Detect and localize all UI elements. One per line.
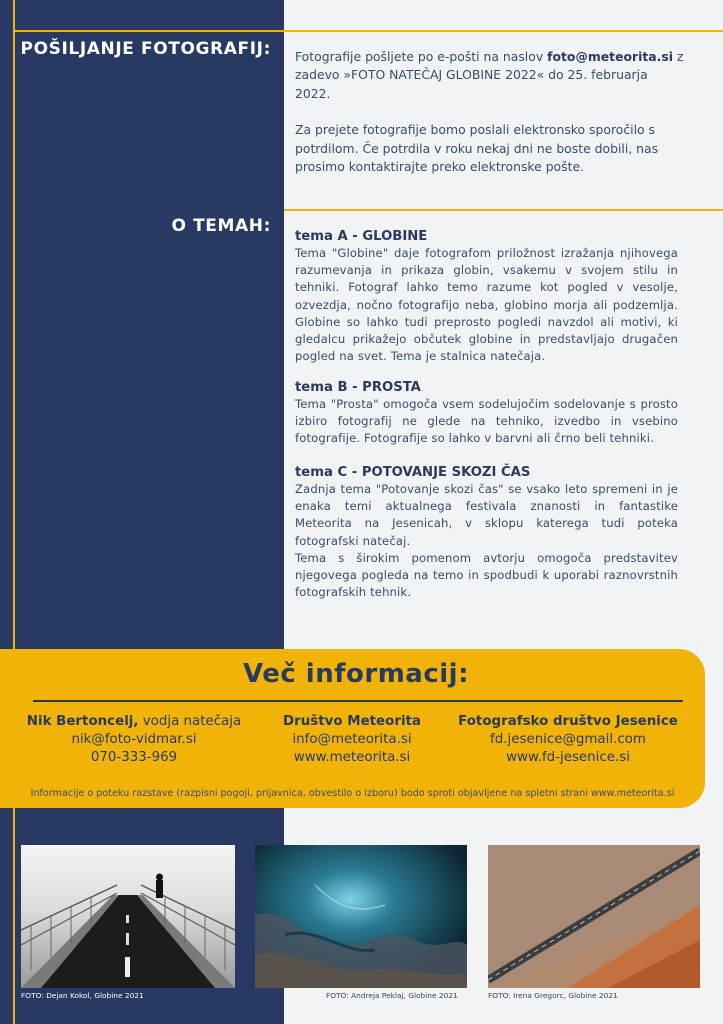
contact-fd-jesenice	[452, 713, 684, 767]
photo-underwater-caption: FOTO: Andreja Peklaj, Globine 2021	[326, 991, 458, 1000]
contact-organizer-name: Nik Bertoncelj,	[26, 714, 139, 729]
photo-desert-road	[488, 845, 700, 988]
photo-underwater-image	[255, 845, 467, 988]
submission-paragraph-1	[295, 48, 685, 103]
theme-a-title: tema A - GLOBINE	[295, 229, 428, 244]
more-info-panel	[0, 649, 705, 808]
theme-b-body: Tema "Prosta" omogoča vsem sodelujočim sodelovanje s prosto izbiro fotografij ne glede na tehniko, izvedbo in vsebino fotografije. Fotografije so lahko v barvni ali črno beli tehniki.	[295, 397, 678, 446]
contact-organizer-phone: 070-333-969	[90, 750, 178, 765]
contact-organizer	[18, 713, 250, 767]
photo-underwater	[255, 845, 467, 988]
theme-c	[295, 465, 678, 601]
divider-middle	[284, 209, 723, 211]
contact-organizer-name-line	[18, 713, 250, 731]
contact-fd-jesenice-name: Fotografsko društvo Jesenice	[458, 714, 678, 729]
submission-email-link[interactable]: foto@meteorita.si	[547, 49, 673, 64]
contact-organizer-email[interactable]: nik@foto-vidmar.si	[71, 732, 197, 747]
more-info-rule	[33, 700, 683, 702]
theme-a-body: Tema "Globine" daje fotografom priložnost izražanja njihovega razumevanja in prikaza globin, vsakemu v svojem stilu in tehniki. Fotograf lahko temo razume kot pogled v vesolje, ozvezdja, nočno fotografijo neba, globino morja ali podzemlja. Globine so lahko tudi preprosto pogledi navzdol ali motivi, ki gledalcu prikažejo občutek globine in predstavljajo drugačen pogled na svet. Tema je stalnica natečaja.	[295, 246, 678, 364]
submission-paragraph-2: Za prejete fotografije bomo poslali elektronsko sporočilo s potrdilom. Če potrdila v roku nekaj dni ne boste dobili, nas prosimo kontaktirajte preko elektronske pošte.	[295, 122, 659, 175]
left-accent-line	[13, 0, 15, 1024]
section-label-themes: O TEMAH:	[171, 216, 271, 236]
section-label-submission: POŠILJANJE FOTOGRAFIJ:	[20, 39, 271, 59]
submission-line1-after: z zadevo »FOTO NATEČAJ GLOBINE 2022« do 25. februarja 2022.	[295, 49, 684, 101]
theme-c-body-2: Tema s širokim pomenom avtorju omogoča predstavitev njegovega pogleda na temo in spodbudi k uporabi raznovrstnih fotografskih tehnik.	[295, 550, 678, 600]
divider-top	[13, 30, 723, 32]
contact-meteorita-email[interactable]: info@meteorita.si	[292, 732, 412, 747]
photo-bridge-caption: FOTO: Dejan Kokol, Globine 2021	[21, 991, 144, 1000]
theme-b-title: tema B - PROSTA	[295, 380, 421, 395]
photo-desert-road-image	[488, 845, 700, 988]
submission-text	[295, 48, 685, 194]
contact-organizer-role: vodja natečaja	[138, 714, 242, 729]
contact-meteorita-name: Društvo Meteorita	[283, 714, 421, 729]
more-info-note: Informacije o poteku razstave (razpisni pogoji, prijavnica, obvestilo o izboru) bodo sproti objavljene na spletni strani www.meteorita.si	[30, 788, 675, 799]
contact-fd-jesenice-email[interactable]: fd.jesenice@gmail.com	[490, 732, 646, 747]
contact-fd-jesenice-website[interactable]: www.fd-jesenice.si	[506, 750, 630, 765]
photo-bridge-image	[21, 845, 235, 988]
theme-b	[295, 380, 678, 448]
contact-meteorita	[256, 713, 448, 767]
theme-c-title: tema C - POTOVANJE SKOZI ČAS	[295, 465, 531, 480]
submission-line1-before: Fotografije pošljete po e-pošti na naslov	[295, 49, 548, 64]
theme-c-body: Zadnja tema "Potovanje skozi čas" se vsako leto spremeni in je enaka temi aktualnega festivala znanosti in fantastike Meteorita na Jesenicah, v sklopu katerega tudi poteka fotografski natečaj.	[295, 482, 678, 548]
photo-desert-road-caption: FOTO: Irena Gregorc, Globine 2021	[488, 991, 618, 1000]
contact-meteorita-website[interactable]: www.meteorita.si	[293, 750, 411, 765]
photo-bridge	[21, 845, 235, 988]
more-info-title: Več informacij:	[243, 659, 469, 689]
theme-a	[295, 229, 678, 365]
